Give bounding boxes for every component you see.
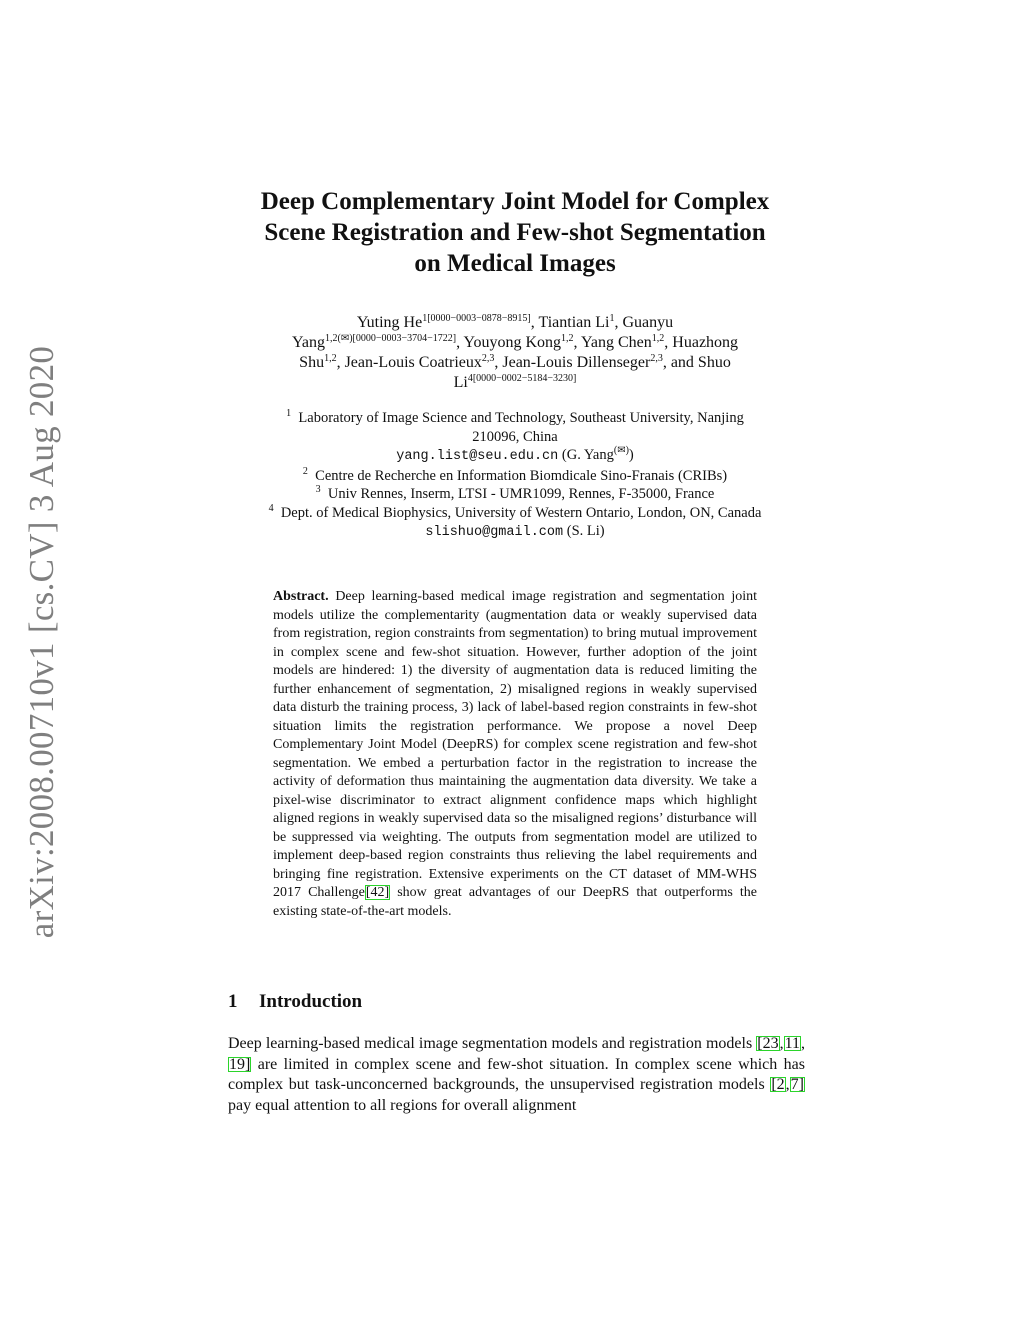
author-affiliation-mark: 1 bbox=[609, 313, 615, 324]
abstract-label: Abstract. bbox=[273, 589, 329, 604]
author-name: , Jean-Louis Dillenseger bbox=[494, 354, 651, 371]
author-list bbox=[200, 313, 830, 393]
author-name: , and Shuo bbox=[662, 354, 731, 371]
author-orcid: 1,2(✉)[0000−0003−3704−1722] bbox=[325, 333, 457, 344]
affiliation-mark: 3 bbox=[315, 484, 321, 495]
author-name: Li bbox=[453, 374, 468, 391]
title-line-2: Scene Registration and Few-shot Segmentation bbox=[264, 219, 766, 246]
body-text: pay equal attention to all regions for overall alignment bbox=[228, 1096, 577, 1114]
author-orcid: 1[0000−0003−0878−8915] bbox=[422, 313, 531, 324]
affiliation-text: Centre de Recherche en Information Biomdicale Sino-Franais (CRIBs) bbox=[315, 467, 728, 484]
paper-title bbox=[180, 186, 850, 279]
section-number: 1 bbox=[228, 991, 238, 1012]
affiliation-text: Laboratory of Image Science and Technology, Southeast University, Nanjing bbox=[298, 410, 744, 426]
author-name: , Youyong Kong bbox=[456, 334, 562, 351]
affiliation-3 bbox=[160, 485, 870, 504]
author-line-2 bbox=[200, 333, 830, 353]
author-name: Shu bbox=[299, 354, 325, 371]
author-name: Yuting He bbox=[356, 314, 423, 331]
abstract bbox=[273, 588, 757, 921]
citation-link[interactable]: [23 bbox=[757, 1035, 779, 1052]
affiliation-2 bbox=[160, 467, 870, 486]
author-name: Yang bbox=[291, 334, 325, 351]
citation-link[interactable]: 11 bbox=[784, 1035, 800, 1052]
citation-separator: , bbox=[801, 1035, 805, 1052]
author-line-3 bbox=[200, 353, 830, 373]
author-affiliation-mark: 1,2 bbox=[651, 333, 665, 344]
citation-link[interactable]: [2 bbox=[771, 1076, 785, 1093]
affiliation-list bbox=[160, 409, 870, 543]
author-affiliation-mark: 2,3 bbox=[650, 353, 663, 364]
citation-separator: , bbox=[785, 1076, 790, 1093]
affiliation-1-cont: 210096, China bbox=[472, 428, 558, 445]
citation-separator: , bbox=[779, 1035, 784, 1052]
citation-link[interactable]: 7] bbox=[790, 1076, 804, 1093]
author-name: , Jean-Louis Coatrieux bbox=[336, 354, 482, 371]
author-line-1 bbox=[200, 313, 830, 333]
author-affiliation-mark: 1,2 bbox=[324, 353, 337, 364]
email-owner: (S. Li) bbox=[563, 523, 605, 539]
affiliation-text: Univ Rennes, Inserm, LTSI - UMR1099, Rennes, F-35000, France bbox=[327, 486, 715, 502]
affiliation-4 bbox=[160, 504, 870, 523]
email-link[interactable]: yang.list@seu.edu.cn bbox=[396, 449, 559, 464]
affiliation-mark: 1 bbox=[286, 408, 292, 419]
affiliation-mark: 2 bbox=[302, 465, 308, 477]
author-affiliation-mark: 2,3 bbox=[481, 353, 495, 364]
author-line-4 bbox=[200, 373, 830, 393]
abstract-text: Deep learning-based medical image registration and segmentation joint models utilize the complementarity (augmentation data or weakly supervised data from registration, region constraints from segmentation) to bring mutual improvement in complex scene and few-shot situation. However, further adoption of the joint models are hindered: 1) the diversity of augmentation data is reduced limiting the further enhancement of segmentation, 2) misaligned regions in weakly supervised data disturb the training process, 3) lack of label-based region constraints in few-shot situation limits the registration performance. We propose a novel Deep Complementary Joint Model (DeepRS) for complex scene registration and few-shot segmentation. We embed a perturbation factor in the registration to increase the activity of deformation thus maintaining the augmentation data diversity. We take a pixel-wise discriminator to extract alignment confidence maps which highlight aligned regions in weakly supervised data so the misaligned regions’ disturbance will be suppressed via weighting. The outputs from segmentation model are utilized to implement deep-based region constraints thus relieving the label requirements and bringing fine registration. Extensive experiments on the CT dataset of MM-WHS 2017 Challenge bbox=[273, 589, 757, 900]
email-link[interactable]: slishuo@gmail.com bbox=[425, 525, 564, 540]
author-name: , Guanyu bbox=[614, 314, 674, 331]
affiliation-text: Dept. of Medical Biophysics, University of Western Ontario, London, ON, Canada bbox=[280, 504, 762, 521]
affiliation-mark: 4 bbox=[268, 502, 274, 514]
citation-link[interactable]: [42] bbox=[365, 885, 390, 900]
email-close: ) bbox=[628, 447, 634, 463]
envelope-icon: (✉) bbox=[613, 445, 629, 456]
intro-paragraph bbox=[228, 1034, 805, 1116]
body-text: Deep learning-based medical image segmentation models and registration models bbox=[228, 1035, 757, 1052]
author-affiliation-mark: 1,2 bbox=[561, 333, 574, 344]
section-heading bbox=[228, 990, 788, 1014]
affiliation-1 bbox=[160, 409, 870, 428]
email-line-1 bbox=[160, 446, 870, 467]
email-line-2 bbox=[160, 522, 870, 543]
abstract-text: show great advantages of our DeepRS that outperforms the existing state-of-the-art models. bbox=[273, 885, 757, 919]
author-orcid: 4[0000−0002−5184−3230] bbox=[467, 373, 577, 384]
email-owner: (G. Yang bbox=[558, 447, 614, 463]
arxiv-identifier[interactable]: arXiv:2008.00710v1 [cs.CV] 3 Aug 2020 bbox=[22, 345, 61, 939]
title-line-3: on Medical Images bbox=[414, 250, 616, 277]
body-text: are limited in complex scene and few-shot situation. In complex scene which has complex but task-unconcerned backgrounds, the unsupervised registration models bbox=[228, 1055, 805, 1093]
author-name: , Yang Chen bbox=[573, 334, 652, 351]
citation-link[interactable]: 19] bbox=[229, 1055, 251, 1073]
title-line-1: Deep Complementary Joint Model for Complex bbox=[260, 188, 770, 215]
author-name: , Huazhong bbox=[664, 334, 739, 351]
section-title: Introduction bbox=[259, 991, 363, 1012]
author-name: , Tiantian Li bbox=[530, 314, 610, 331]
